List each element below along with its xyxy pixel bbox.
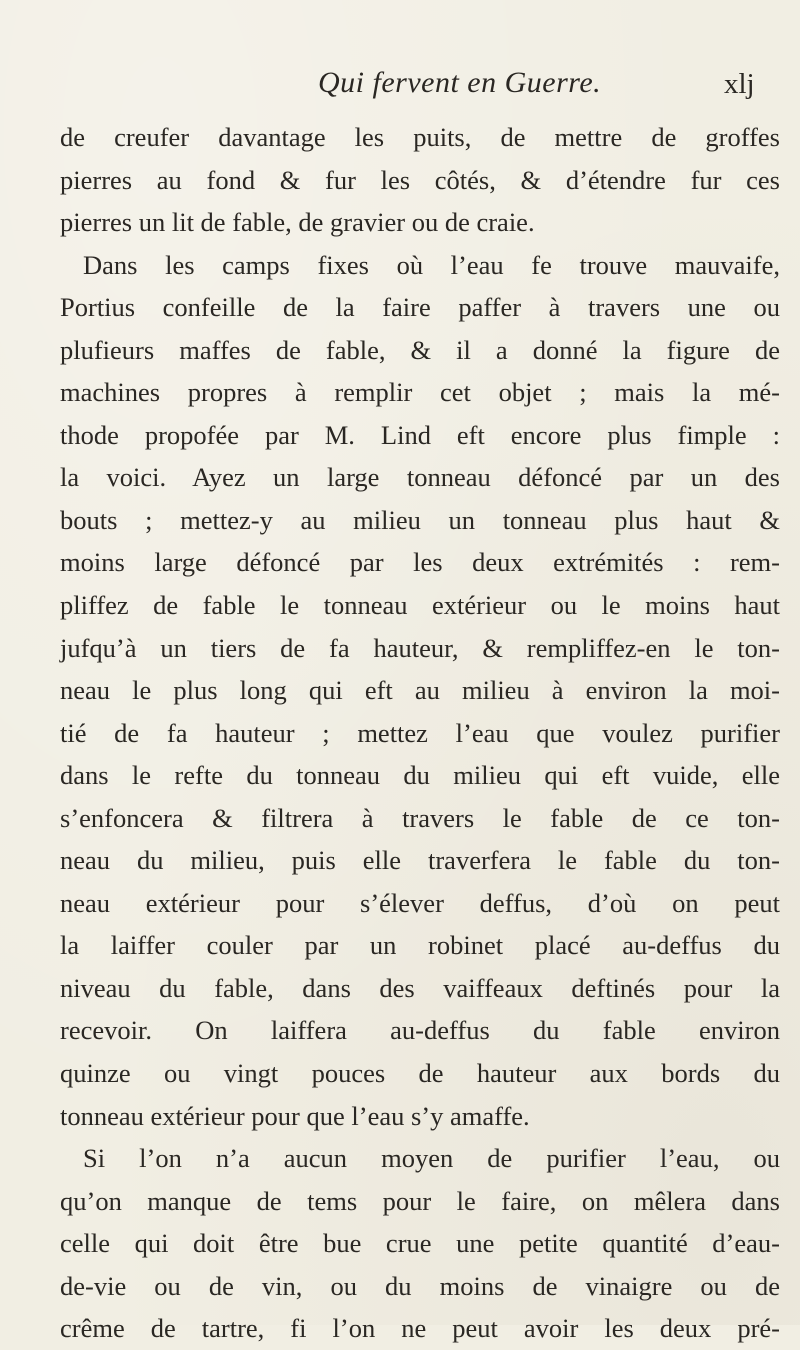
text-line: s’enfoncera & filtrera à travers le fable de ce ton-	[60, 802, 780, 833]
text-line: la voici. Ayez un large tonneau défoncé par un des	[60, 462, 780, 493]
paragraph-start-line: Dans les camps fixes où l’eau fe trouve mauvaife,	[83, 249, 780, 280]
body-text	[60, 116, 780, 1350]
page-number: xlj	[724, 68, 755, 100]
text-line: de creufer davantage les puits, de mettre de groffes	[60, 122, 780, 152]
text-line: neau extérieur pour s’élever deffus, d’où on peut	[60, 887, 780, 918]
text-line: recevoir. On laiffera au-deffus du fable environ	[60, 1015, 780, 1046]
text-line: celle qui doit être bue crue une petite quantité d’eau-	[60, 1228, 780, 1259]
text-line: pierres un lit de fable, de gravier ou de craie.	[60, 207, 535, 238]
text-line: niveau du fable, dans des vaiffeaux deftinés pour la	[60, 972, 780, 1003]
text-line: tonneau extérieur pour que l’eau s’y amaffe.	[60, 1100, 530, 1131]
text-line: bouts ; mettez-y au milieu un tonneau plus haut &	[60, 504, 780, 535]
text-line: qu’on manque de tems pour le faire, on mêlera dans	[60, 1185, 780, 1216]
text-line: jufqu’à un tiers de fa hauteur, & rempliffez-en le ton-	[60, 632, 780, 663]
text-line: neau le plus long qui eft au milieu à environ la moi-	[60, 675, 780, 706]
text-line: machines propres à remplir cet objet ; mais la mé-	[60, 377, 780, 408]
text-line: tié de fa hauteur ; mettez l’eau que voulez purifier	[60, 717, 780, 748]
text-line: dans le refte du tonneau du milieu qui eft vuide, elle	[60, 760, 780, 791]
text-line: la laiffer couler par un robinet placé au-deffus du	[60, 930, 780, 961]
page-header	[0, 66, 800, 106]
text-line: neau du milieu, puis elle traverfera le fable du ton-	[60, 845, 780, 876]
running-title: Qui fervent en Guerre.	[318, 66, 602, 99]
text-line: pliffez de fable le tonneau extérieur ou le moins haut	[60, 590, 780, 621]
text-line: Portius confeille de la faire paffer à travers une ou	[60, 292, 780, 323]
paragraph-start-line: Si l’on n’a aucun moyen de purifier l’eau, ou	[83, 1143, 780, 1174]
text-line: pierres au fond & fur les côtés, & d’étendre fur ces	[60, 164, 780, 195]
text-line: de-vie ou de vin, ou du moins de vinaigre ou de	[60, 1270, 780, 1301]
text-line: quinze ou vingt pouces de hauteur aux bords du	[60, 1058, 780, 1089]
text-line: moins large défoncé par les deux extrémités : rem-	[60, 547, 780, 578]
text-line: crême de tartre, fi l’on ne peut avoir les deux pré-	[60, 1313, 780, 1344]
text-line: thode propofée par M. Lind eft encore plus fimple :	[60, 419, 780, 450]
text-line: plufieurs maffes de fable, & il a donné la figure de	[60, 334, 780, 365]
